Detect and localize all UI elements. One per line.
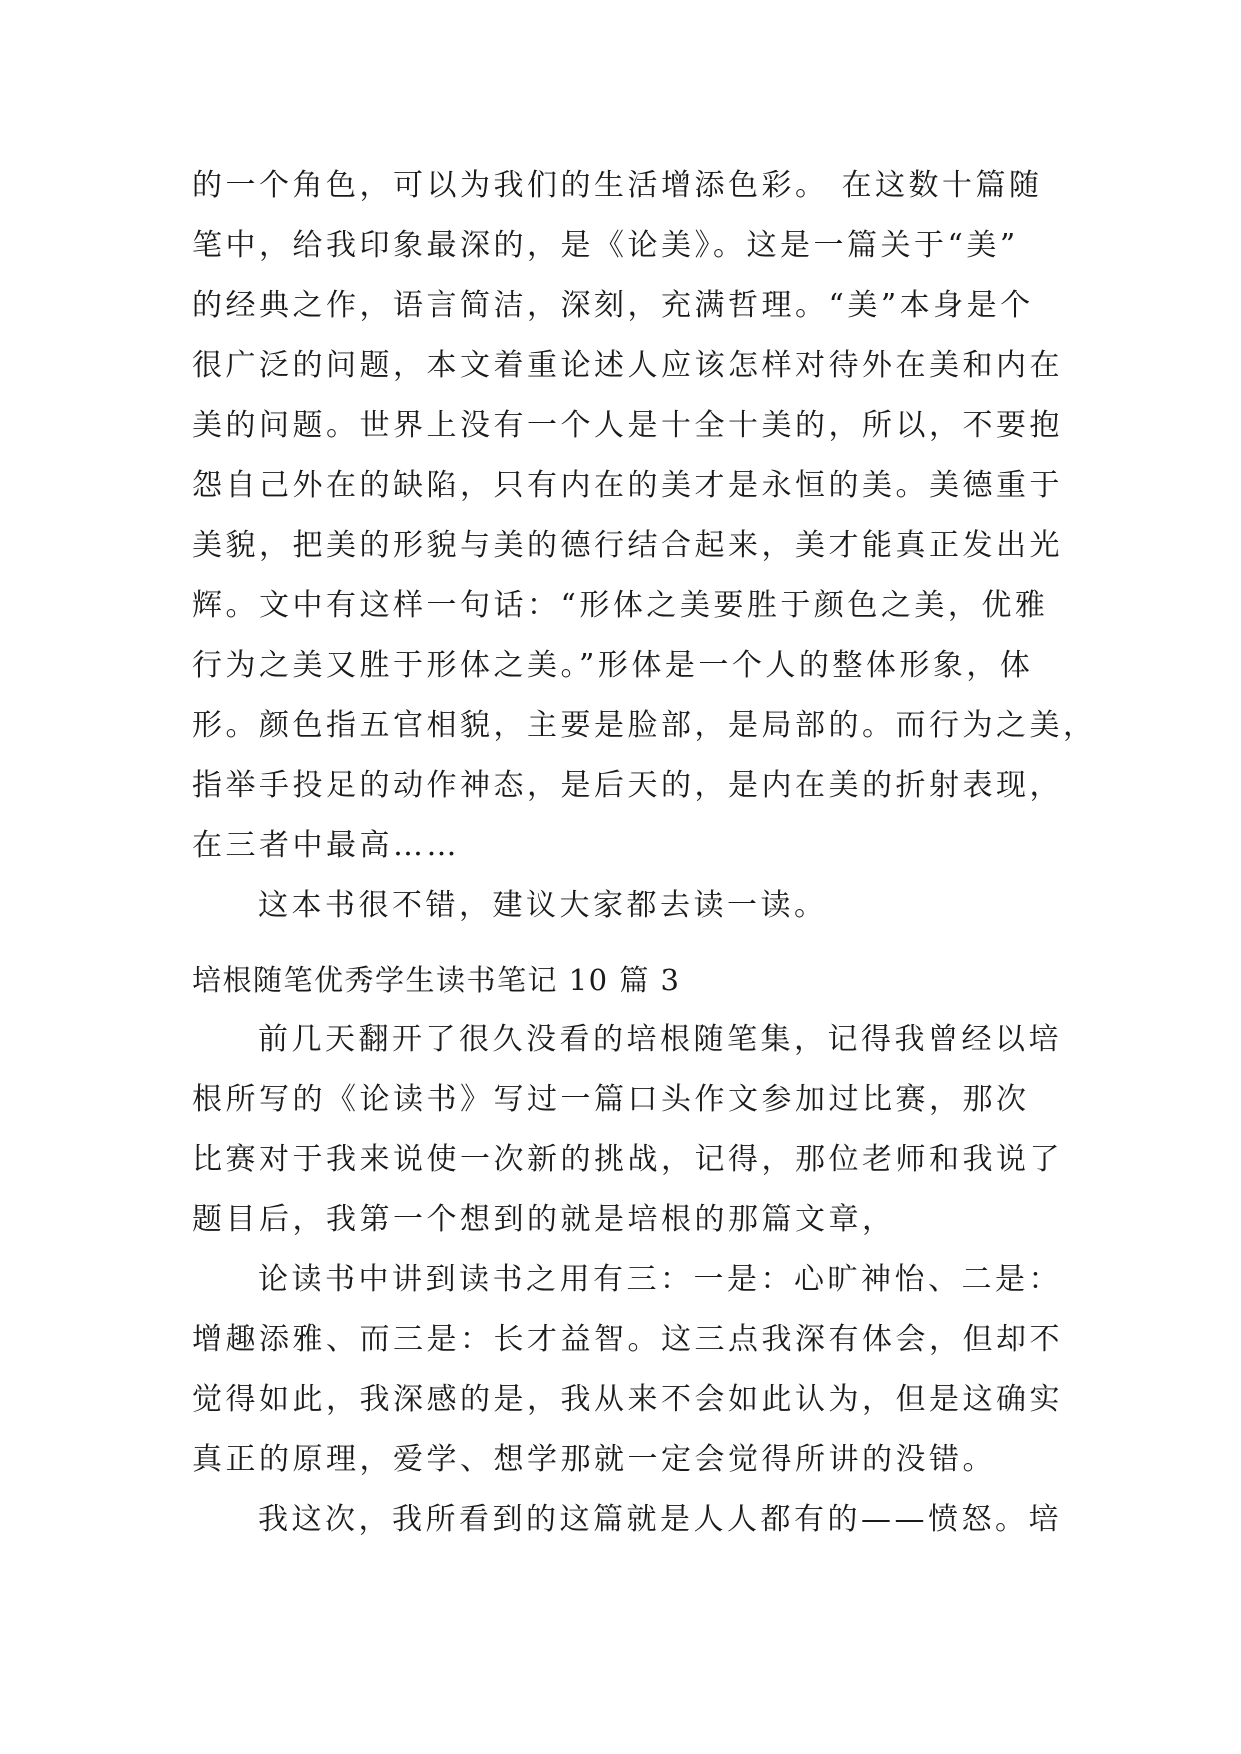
text-line: 论读书中讲到读书之用有三：一是：心旷神怡、二是：: [258, 1262, 1062, 1297]
text-line: 行为之美又胜于形体之美。”形体是一个人的整体形象，体: [192, 648, 1034, 683]
text-line: 辉。文中有这样一句话：“形体之美要胜于颜色之美，优雅: [192, 588, 1049, 623]
text-line: 美貌，把美的形貌与美的德行结合起来，美才能真正发出光: [192, 528, 1063, 563]
text-line: 怨自己外在的缺陷，只有内在的美才是永恒的美。美德重于: [192, 468, 1063, 503]
text-line: 题目后，我第一个想到的就是培根的那篇文章，: [192, 1202, 896, 1237]
body-text-upper: [192, 156, 1097, 936]
text-line: 增趣添雅、而三是：长才益智。这三点我深有体会，但却不: [192, 1322, 1063, 1357]
body-text-lower: [192, 950, 1072, 1550]
text-line: 的一个角色，可以为我们的生活增添色彩。 在这数十篇随: [192, 168, 1043, 203]
text-line: 的经典之作，语言简洁，深刻，充满哲理。“美”本身是个: [192, 288, 1034, 323]
text-line: 笔中，给我印象最深的，是《论美》。这是一篇关于“美”: [192, 228, 1019, 263]
recommendation-line: 这本书很不错，建议大家都去读一读。: [258, 888, 828, 923]
text-line: 觉得如此，我深感的是，我从来不会如此认为，但是这确实: [192, 1382, 1063, 1417]
text-line: 在三者中最高……: [192, 828, 460, 863]
text-line: 前几天翻开了很久没看的培根随笔集，记得我曾经以培: [258, 1022, 1062, 1057]
text-line: 美的问题。世界上没有一个人是十全十美的，所以，不要抱: [192, 408, 1063, 443]
text-line: 根所写的《论读书》写过一篇口头作文参加过比赛，那次: [192, 1082, 1030, 1117]
text-line: 很广泛的问题，本文着重论述人应该怎样对待外在美和内在: [192, 348, 1063, 383]
text-line: 我这次，我所看到的这篇就是人人都有的——愤怒。培: [258, 1502, 1062, 1537]
text-line: 指举手投足的动作神态，是后天的，是内在美的折射表现，: [192, 768, 1063, 803]
text-line: 形。颜色指五官相貌，主要是脸部，是局部的。而行为之美，: [192, 708, 1097, 743]
section-heading: 培根随笔优秀学生读书笔记 10 篇 3: [192, 963, 681, 997]
text-line: 比赛对于我来说使一次新的挑战，记得，那位老师和我说了: [192, 1142, 1063, 1177]
text-line: 真正的原理，爱学、想学那就一定会觉得所讲的没错。: [192, 1442, 996, 1477]
